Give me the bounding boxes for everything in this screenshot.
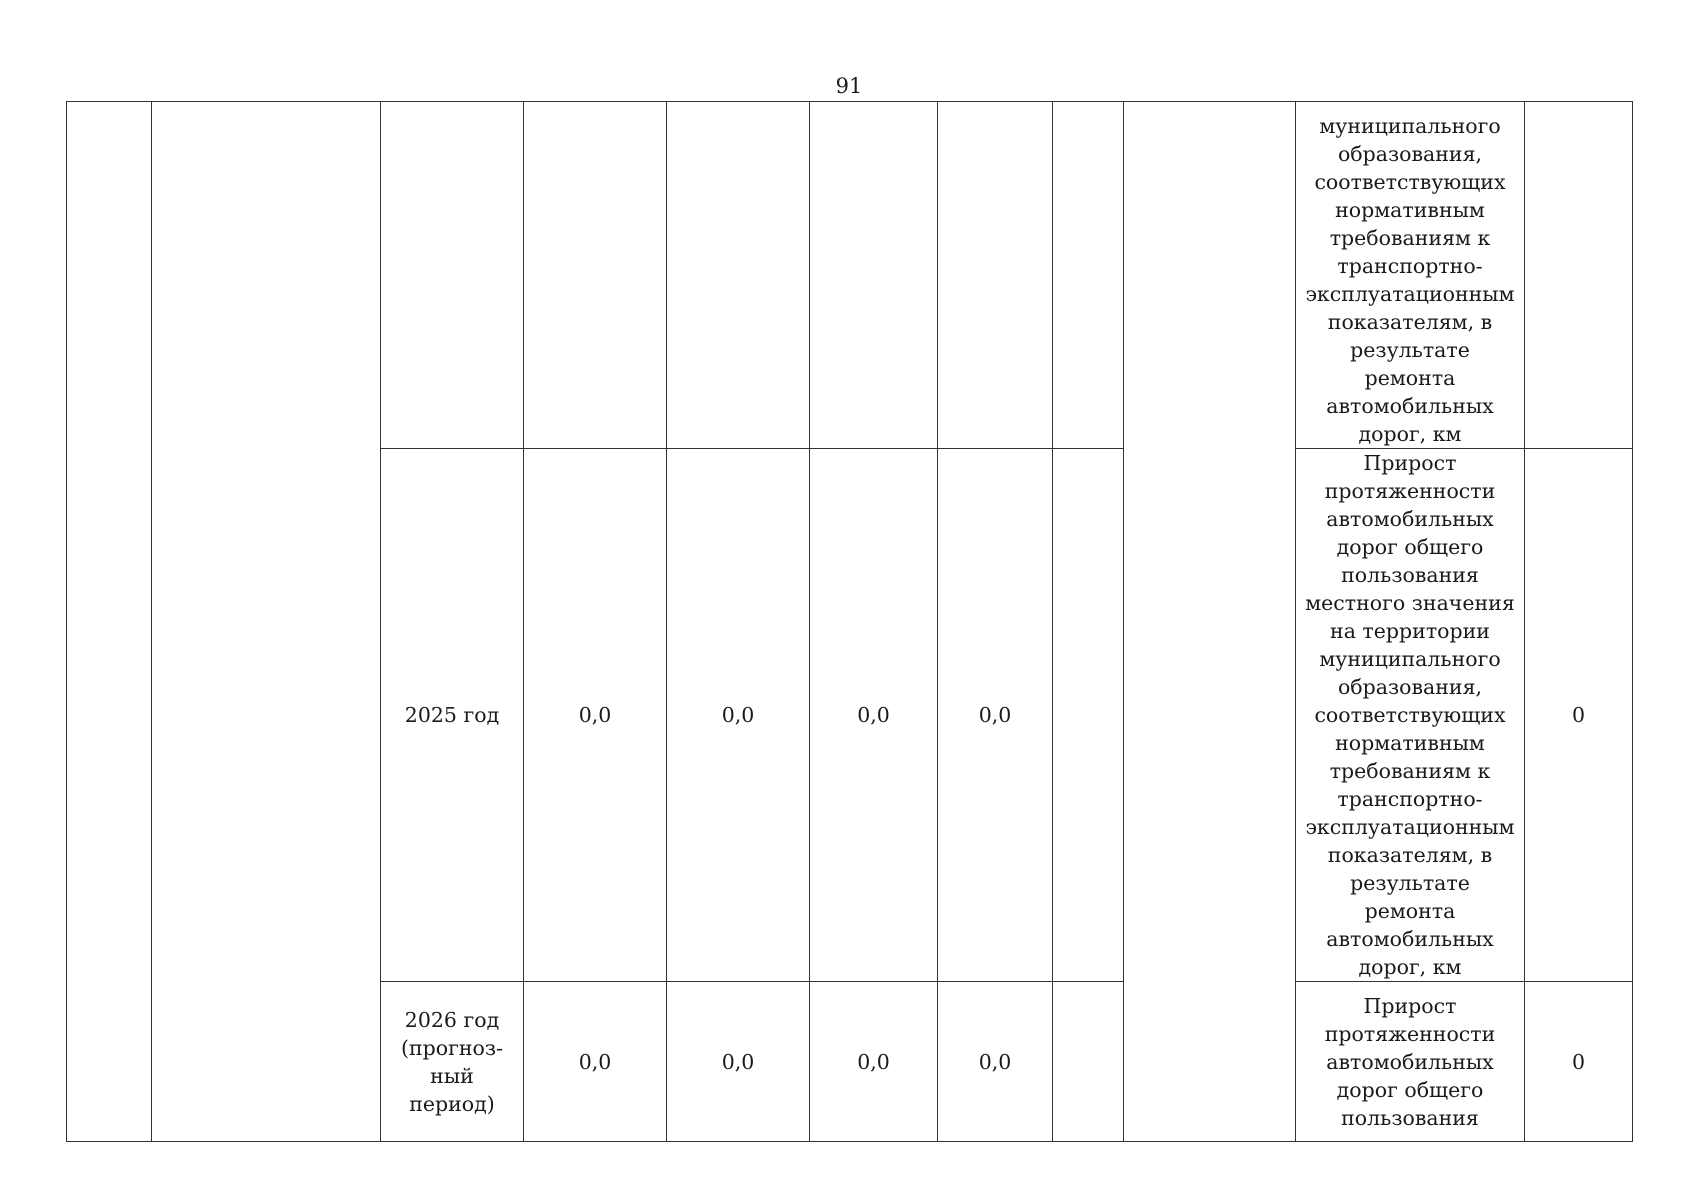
funding-cell: 0,0 — [667, 449, 810, 982]
empty-cell — [1053, 449, 1124, 982]
funding-cell: 0,0 — [938, 449, 1053, 982]
empty-cell — [1053, 102, 1124, 449]
funding-cell: 0,0 — [938, 982, 1053, 1142]
indicator-value-cell — [1525, 102, 1633, 449]
funding-cell — [667, 102, 810, 449]
funding-total-cell — [524, 102, 667, 449]
funding-cell: 0,0 — [667, 982, 810, 1142]
funding-cell: 0,0 — [810, 982, 938, 1142]
period-cell: 2025 год — [381, 449, 524, 982]
indicator-name-cell: Прирост протяженности автомобильных дорог общего пользования — [1296, 982, 1525, 1142]
funding-total-cell: 0,0 — [524, 982, 667, 1142]
page-number: 91 — [835, 74, 863, 98]
table-row — [67, 102, 1633, 449]
funding-cell — [938, 102, 1053, 449]
indicator-name-cell: муниципального образования, соответствующих нормативным требованиям к транспортно- эксплуатационным показателям, в результате ремонта автомобильных дорог, км — [1296, 102, 1525, 449]
funding-cell — [810, 102, 938, 449]
empty-cell — [1053, 982, 1124, 1142]
executor-cell — [1124, 102, 1296, 1142]
row-number-cell — [67, 102, 152, 1142]
period-cell: 2026 год (прогноз- ный период) — [381, 982, 524, 1142]
funding-cell: 0,0 — [810, 449, 938, 982]
program-table — [66, 101, 1633, 1142]
period-cell — [381, 102, 524, 449]
measure-name-cell — [152, 102, 381, 1142]
indicator-value-cell: 0 — [1525, 982, 1633, 1142]
funding-total-cell: 0,0 — [524, 449, 667, 982]
indicator-name-cell: Прирост протяженности автомобильных дорог общего пользования местного значения на территории муниципального образования, соответствующих нормативным требованиям к транспортно- эксплуатационным показателям, в результате ремонта автомобильных дорог, км — [1296, 449, 1525, 982]
indicator-value-cell: 0 — [1525, 449, 1633, 982]
